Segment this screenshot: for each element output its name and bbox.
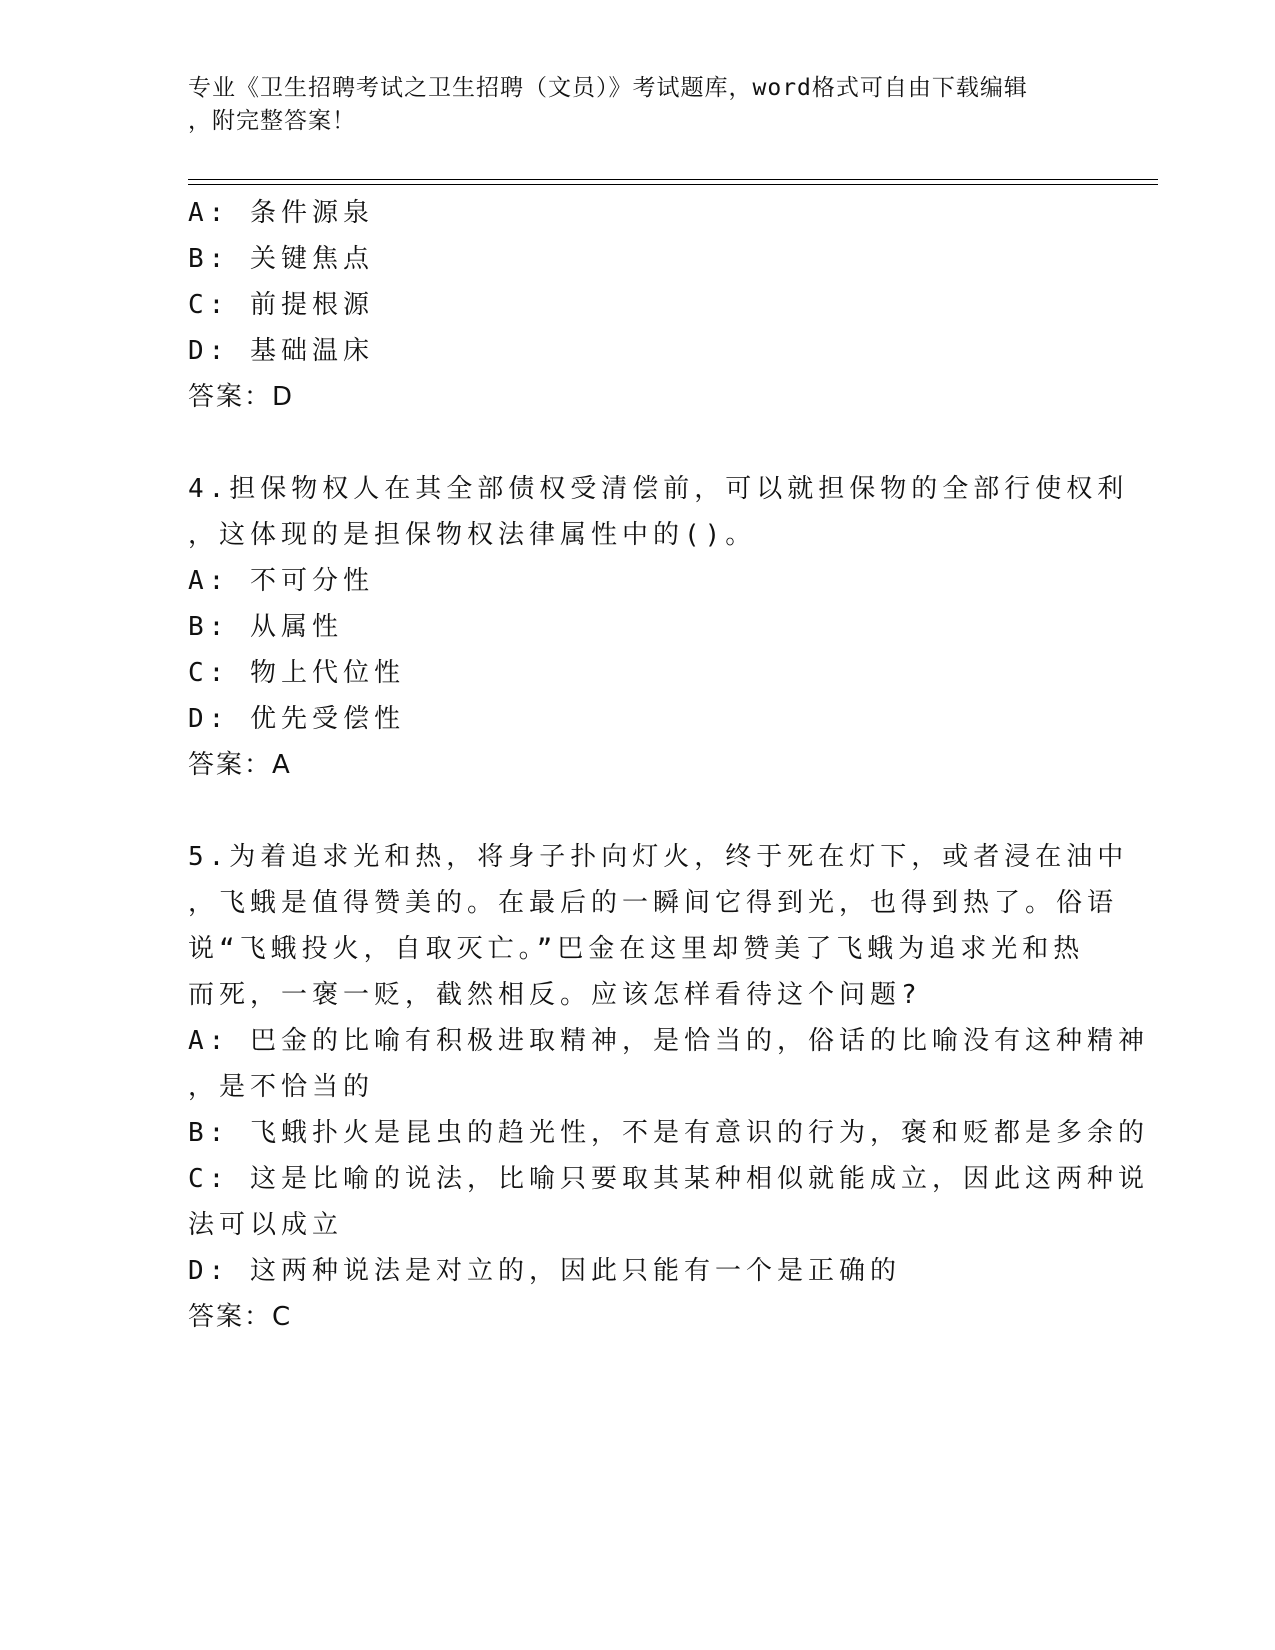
question-list [188,190,1149,1340]
answer: 答案：C [188,1302,293,1332]
header-divider-bottom [188,184,1158,185]
question-stem-line: 而死，一褒一贬，截然相反。应该怎样看待这个问题? [188,980,922,1010]
option-c: C: 物上代位性 [188,658,405,688]
document-header [188,72,1078,138]
option-c: C: 前提根源 [188,290,374,320]
question-stem-line: ，飞蛾是值得赞美的。在最后的一瞬间它得到光，也得到热了。俗语 [188,888,1119,918]
option-a: A: 巴金的比喻有积极进取精神，是恰当的，俗话的比喻没有这种精神 [188,1026,1149,1056]
question-3 [188,190,1088,420]
option-d: D: 优先受偿性 [188,704,405,734]
answer: 答案：A [188,750,292,780]
option-b: B: 飞蛾扑火是昆虫的趋光性，不是有意识的行为，褒和贬都是多余的 [188,1118,1149,1148]
question-4 [188,466,1129,788]
question-stem-line: 5.为着追求光和热，将身子扑向灯火，终于死在灯下，或者浸在油中 [188,842,1129,872]
spacer [188,788,1088,834]
answer: 答案：D [188,382,295,412]
option-b: B: 关键焦点 [188,244,374,274]
question-5 [188,834,1149,1340]
header-line-1: 专业《卫生招聘考试之卫生招聘（文员）》考试题库，word格式可自由下载编辑 [188,75,1028,101]
option-b: B: 从属性 [188,612,343,642]
spacer [188,420,1088,466]
option-a-continued: ，是不恰当的 [188,1072,375,1102]
option-c-continued: 法可以成立 [188,1210,344,1240]
question-stem-line: 4.担保物权人在其全部债权受清偿前，可以就担保物的全部行使权利 [188,474,1129,504]
option-a: A: 不可分性 [188,566,374,596]
question-stem-line: ，这体现的是担保物权法律属性中的()。 [188,520,757,550]
header-divider-top [188,179,1158,180]
option-c: C: 这是比喻的说法，比喻只要取其某种相似就能成立，因此这两种说 [188,1164,1149,1194]
option-a: A: 条件源泉 [188,198,374,228]
header-line-2: ，附完整答案！ [188,108,356,134]
option-d: D: 基础温床 [188,336,374,366]
question-stem-line: 说“飞蛾投火，自取灭亡。”巴金在这里却赞美了飞蛾为追求光和热 [188,934,1085,964]
option-d: D: 这两种说法是对立的，因此只能有一个是正确的 [188,1256,901,1286]
